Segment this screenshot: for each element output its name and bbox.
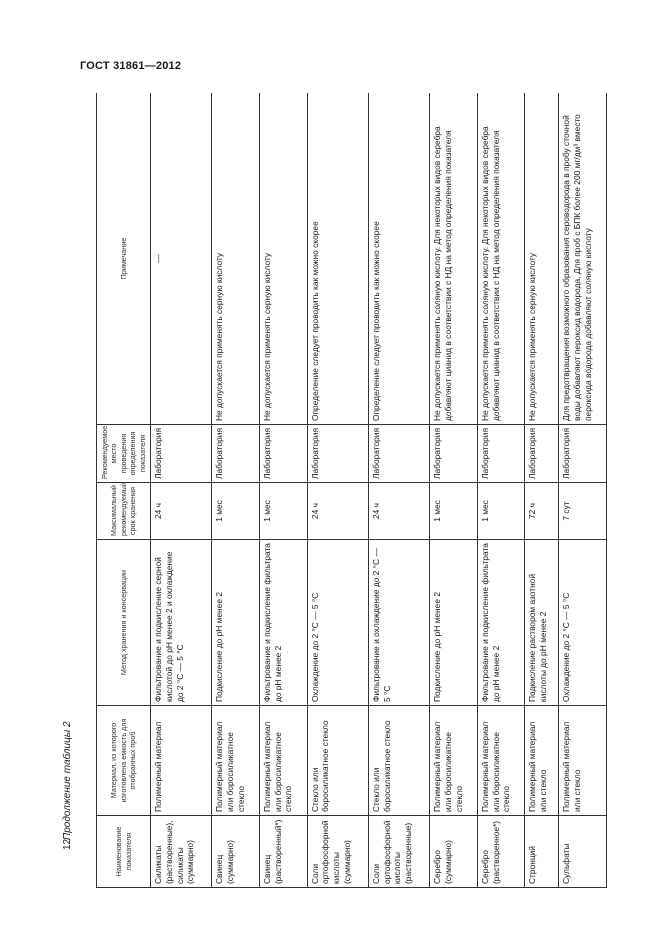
cell-method: Фильтрование и охлаждение до 2 °С — 5 °С (368, 540, 429, 706)
cell-method: Подкисление до pH менее 2 (212, 540, 260, 706)
table-caption: Продолжение таблицы 2 (62, 721, 73, 840)
cell-location: Лаборатория (368, 425, 429, 483)
cell-storage-time: 72 ч (525, 483, 559, 540)
cell-indicator: Сульфаты (559, 816, 607, 888)
cell-indicator: Соли ортофосфорной кислоты (растворенные) (368, 816, 429, 888)
cell-location: Лаборатория (212, 425, 260, 483)
cell-indicator: Серебро (суммарно) (430, 816, 478, 888)
cell-material: Стекло или боросиликатное стекло (368, 706, 429, 816)
cell-location: Лаборатория (525, 425, 559, 483)
cell-storage-time: 1 мес (259, 483, 307, 540)
cell-location: Лаборатория (559, 425, 607, 483)
table-header-row (97, 93, 151, 888)
cell-storage-time: 24 ч (368, 483, 429, 540)
cell-storage-time: 7 сут (559, 483, 607, 540)
cell-storage-time: 24 ч (151, 483, 212, 540)
cell-note: Не допускается применять серную кислоту (259, 93, 307, 425)
table-row (559, 93, 607, 888)
cell-location: Лаборатория (307, 425, 368, 483)
cell-note: Не допускается применять соляную кислоту. Для некоторых видов серебра добавляют цианид в соответствии с НД на метод определения показателя (477, 93, 525, 425)
table-row (477, 93, 525, 888)
cell-method: Фильтрование и подкисление фильтрата до pH менее 2 (477, 540, 525, 706)
cell-indicator: Свинец (суммарно) (212, 816, 260, 888)
cell-material: Полимерный материал или стекло (525, 706, 559, 816)
cell-material: Полимерный материал или боросиликатное стекло (212, 706, 260, 816)
cell-material: Полимерный материал или боросиликатное стекло (430, 706, 478, 816)
column-header-material: Материал, из которого изготовлена емкость для отобранных проб (97, 706, 151, 816)
cell-material: Полимерный материал или стекло (559, 706, 607, 816)
cell-indicator: Силикаты (растворенные), силикаты (суммарно) (151, 816, 212, 888)
cell-note: Определение следует проводить как можно скорее (307, 93, 368, 425)
table-frame (96, 93, 607, 888)
column-header-location: Рекомендуемое место проведения определения показателя (97, 425, 151, 483)
cell-note: — (151, 93, 212, 425)
cell-note: Определение следует проводить как можно скорее (368, 93, 429, 425)
cell-method: Фильтрование и подкисление серной кислотой до pH менее 2 и охлаждение до 2 °С — 5 °С (151, 540, 212, 706)
rotated-table-container (96, 93, 607, 888)
cell-method: Подкисление до pH менее 2 (430, 540, 478, 706)
document-header: ГОСТ 31861—2012 (80, 60, 182, 72)
table-row (368, 93, 429, 888)
storage-table (96, 93, 607, 888)
cell-method: Фильтрование и подкисление фильтрата до pH менее 2 (259, 540, 307, 706)
cell-storage-time: 1 мес (212, 483, 260, 540)
cell-note: Не допускается применять соляную кислоту. Для некоторых видов серебра добавляют цианид в соответствии с НД на метод определения показателя (430, 93, 478, 425)
cell-note: Не допускается применять серную кислоту (525, 93, 559, 425)
cell-indicator: Соли ортофосфорной кислоты (суммарно) (307, 816, 368, 888)
table-row (212, 93, 260, 888)
cell-storage-time: 24 ч (307, 483, 368, 540)
cell-material: Полимерный материал или боросиликатное стекло (477, 706, 525, 816)
cell-location: Лаборатория (151, 425, 212, 483)
cell-material: Полимерный материал или боросиликатное стекло (259, 706, 307, 816)
cell-method: Охлаждение до 2 °С — 5 °С (307, 540, 368, 706)
cell-indicator: Свинец (растворенный*) (259, 816, 307, 888)
page-number: 12 (62, 838, 73, 850)
cell-location: Лаборатория (259, 425, 307, 483)
table-row (259, 93, 307, 888)
column-header-indicator: Наименование показателя (97, 816, 151, 888)
cell-storage-time: 1 мес (430, 483, 478, 540)
cell-location: Лаборатория (430, 425, 478, 483)
table-row (307, 93, 368, 888)
column-header-storage-time: Максимальный рекомендуемый срок хранения (97, 483, 151, 540)
table-row (430, 93, 478, 888)
table-row (525, 93, 559, 888)
column-header-note: Примечание (97, 93, 151, 425)
column-header-method: Метод хранения и консервации (97, 540, 151, 706)
cell-note: Для предотвращения возможного образования сероводорода в пробу сточной воды добавляют пероксид водорода. Для проб с БПК более 200 мг/дм³ вместо пероксида водорода добавляют соляную кислоту (559, 93, 607, 425)
cell-method: Подкисление раствором азотной кислоты до pH менее 2 (525, 540, 559, 706)
cell-note: Не допускается применять серную кислоту (212, 93, 260, 425)
cell-material: Стекло или боросиликатное стекло (307, 706, 368, 816)
cell-location: Лаборатория (477, 425, 525, 483)
table-row (151, 93, 212, 888)
cell-indicator: Стронций (525, 816, 559, 888)
cell-material: Полимерный материал (151, 706, 212, 816)
cell-storage-time: 1 мес (477, 483, 525, 540)
cell-indicator: Серебро (растворенное*) (477, 816, 525, 888)
cell-method: Охлаждение до 2 °С — 5 °С (559, 540, 607, 706)
